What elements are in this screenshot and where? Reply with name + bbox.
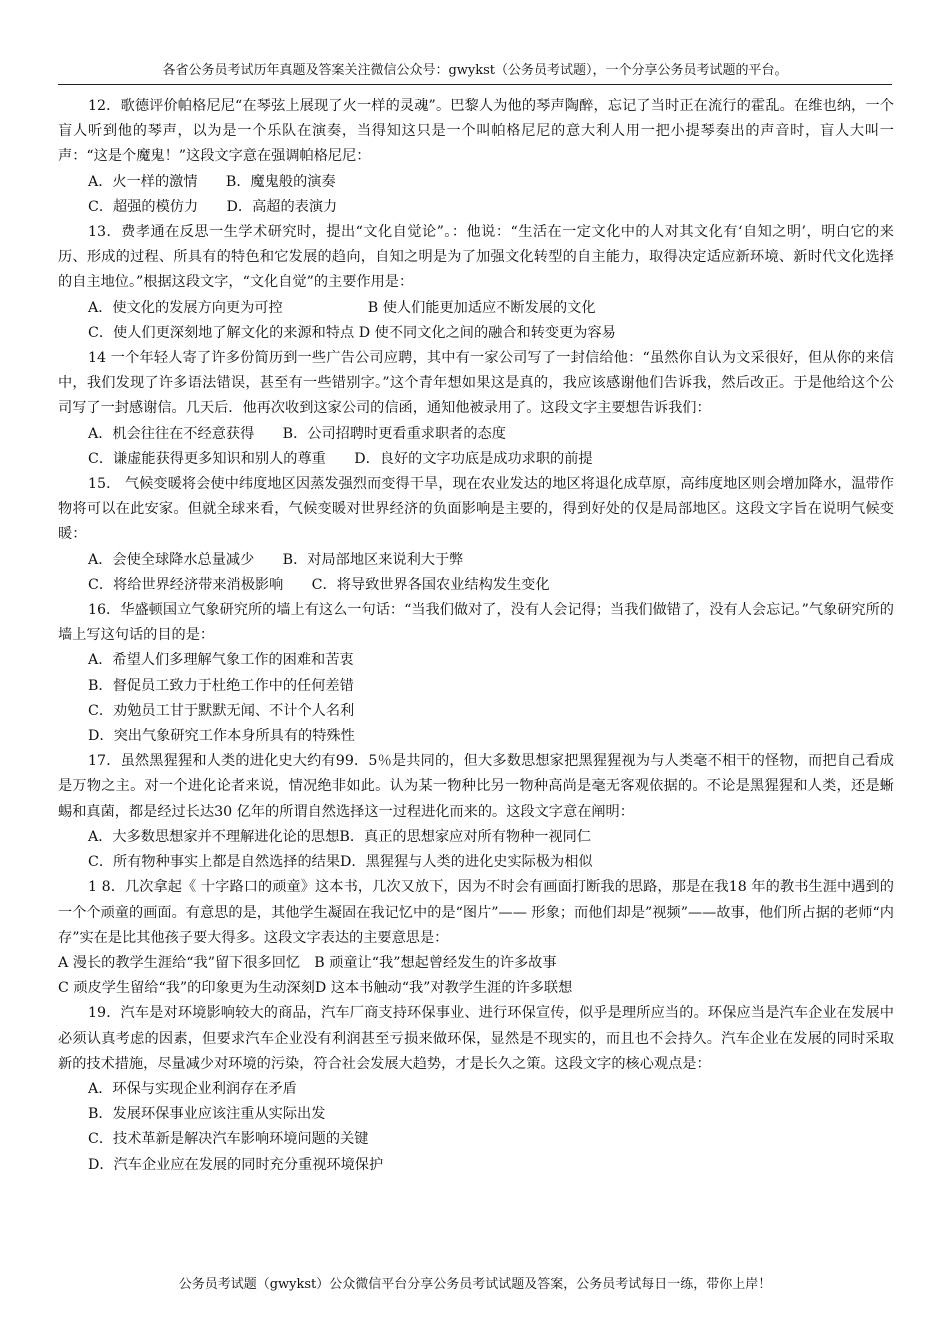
question-stem: 1 8．几次拿起《 十字路口的顽童》这本书，几次又放下，因为不时会有画面打断我的思路，那是在我18 年的教书生涯中遇到的一个个顽童的画面。有意思的是，其他学生凝固在我记忆中的是“图片”—— 形象；而他们却是”视频”——故事，他们所占据的老师“内存”实在是比其他孩子要大得多。这段文字表达的主要意思是： bbox=[58, 879, 894, 946]
question-18 bbox=[58, 875, 894, 1001]
question-stem: 13．费孝通在反思一生学术研究时，提出“文化自觉论”。：他说：“生活在一定文化中的人对其文化有‘自知之明’，明白它的来历、形成的过程、所具有的特色和它发展的趋向，自知之明是为了加强文化转型的自主能力，取得决定适应新环境、新时代文化选择的自主地位。”根据这段文字，“文化自觉”的主要作用是： bbox=[58, 224, 894, 291]
option-row: A．希望人们多理解气象工作的困难和苦衷 bbox=[88, 652, 354, 669]
question-16 bbox=[58, 598, 894, 749]
option-row: A．环保与实现企业利润存在矛盾 bbox=[88, 1080, 297, 1097]
option-row: C．劝勉员工甘于默默无闻、不计个人名利 bbox=[88, 702, 355, 719]
question-stem: 14 一个年轻人寄了许多份简历到一些广告公司应聘，其中有一家公司写了一封信给他：“虽然你自认为文采很好，但从你的来信中，我们发现了许多语法错误，甚至有一些错别字。”这个青年想如果这是真的，我应该感谢他们告诉我，然后改正。于是他给这个公司写了一封感谢信。几天后．他再次收到这家公司的信函，通知他被录用了。这段文字主要想告诉我们： bbox=[58, 350, 894, 417]
option-row: A．使文化的发展方向更为可控 B 使人们能更加适应不断发展的文化 bbox=[88, 299, 596, 316]
option-row: B．督促员工致力于杜绝工作中的任何差错 bbox=[88, 677, 354, 694]
page-footer: 公务员考试题（gwykst）公众微信平台分享公务员考试试题及答案，公务员考试每日一练，带你上岸！ bbox=[178, 1277, 772, 1292]
option-row: A．火一样的激情 B．魔鬼般的演奏 bbox=[88, 173, 336, 190]
option-row: A．会使全球降水总量减少 B．对局部地区来说利大于弊 bbox=[88, 551, 464, 568]
option-row: A．大多数思想家并不理解进化论的思想B．真正的思想家应对所有物种一视同仁 bbox=[88, 828, 592, 845]
option-row: B．发展环保事业应该注重从实际出发 bbox=[88, 1106, 326, 1123]
question-stem: 16．华盛顿国立气象研究所的墙上有这么一句话：“当我们做对了，没有人会记得；当我们做错了，没有人会忘记。”气象研究所的墙上写这句话的目的是： bbox=[58, 602, 894, 644]
question-stem: 15． 气候变暖将会使中纬度地区因蒸发强烈而变得干旱，现在农业发达的地区将退化成草原，高纬度地区则会增加降水，温带作物将可以在此安家。但就全球来看，气候变暖对世界经济的负面影响是主要的，得到好处的仅是局部地区。这段文字旨在说明气候变暖： bbox=[58, 476, 894, 543]
option-row: C．超强的模仿力 D．高超的表演力 bbox=[88, 198, 338, 215]
question-12 bbox=[58, 94, 894, 220]
header-divider bbox=[58, 84, 892, 85]
option-row: D．汽车企业应在发展的同时充分重视环境保护 bbox=[88, 1156, 384, 1173]
question-stem: 19．汽车是对环境影响较大的商品，汽车厂商支持环保事业、进行环保宣传，似乎是理所应当的。环保应当是汽车企业在发展中必须认真考虑的因素，但要求汽车企业没有利润甚至亏损来做环保，显然是不现实的，而且也不会持久。汽车企业在发展的同时采取新的技术措施，尽量减少对环境的污染，符合社会发展大趋势，才是长久之策。这段文字的核心观点是： bbox=[58, 1005, 894, 1072]
question-13 bbox=[58, 220, 894, 346]
question-stem: 17．虽然黑猩猩和人类的进化史大约有99．5％是共同的，但大多数思想家把黑猩猩视为与人类毫不相干的怪物，而把自己看成是万物之主。对一个进化论者来说，情况绝非如此。认为某一物种比另一物种高尚是毫无客观依据的。不论是黑猩猩和人类，还是蜥蜴和真菌，都是经过长达30 亿年的所谓自然选择这一过程进化而来的。这段文字意在阐明： bbox=[58, 753, 894, 820]
question-14 bbox=[58, 346, 894, 472]
page-header: 各省公务员考试历年真题及答案关注微信公众号：gwykst（公务员考试题），一个分享公务员考试题的平台。 bbox=[162, 63, 788, 78]
question-stem: 12．歌德评价帕格尼尼“在琴弦上展现了火一样的灵魂”。巴黎人为他的琴声陶醉，忘记了当时正在流行的霍乱。在维也纳，一个盲人听到他的琴声，以为是一个乐队在演奏，当得知这只是一个叫帕格尼尼的意大利人用一把小提琴奏出的声音时，盲人大叫一声：“这是个魔鬼！”这段文字意在强调帕格尼尼： bbox=[58, 98, 894, 165]
question-17 bbox=[58, 749, 894, 875]
option-row: A 漫长的教学生涯给“我”留下很多回忆 B 顽童让“我”想起曾经发生的许多故事 bbox=[58, 954, 557, 971]
option-row: C 顽皮学生留给“我”的印象更为生动深刻D 这本书触动“我”对教学生涯的许多联想 bbox=[58, 980, 573, 997]
option-row: A．机会往往在不经意获得 B．公司招聘时更看重求职者的态度 bbox=[88, 425, 506, 442]
option-row: C．使人们更深刻地了解文化的来源和特点 D 使不同文化之间的融合和转变更为容易 bbox=[88, 324, 616, 341]
option-row: D．突出气象研究工作本身所具有的特殊性 bbox=[88, 728, 355, 745]
option-row: C．谦虚能获得更多知识和别人的尊重 D．良好的文字功底是成功求职的前提 bbox=[88, 450, 593, 467]
option-row: C．技术革新是解决汽车影响环境问题的关键 bbox=[88, 1131, 369, 1148]
question-15 bbox=[58, 472, 894, 598]
option-row: C．所有物种事实上都是自然选择的结果D．黑猩猩与人类的进化史实际极为相似 bbox=[88, 854, 593, 871]
option-row: C．将给世界经济带来消极影响 C．将导致世界各国农业结构发生变化 bbox=[88, 576, 550, 593]
question-list bbox=[58, 94, 894, 1178]
question-19 bbox=[58, 1001, 894, 1177]
